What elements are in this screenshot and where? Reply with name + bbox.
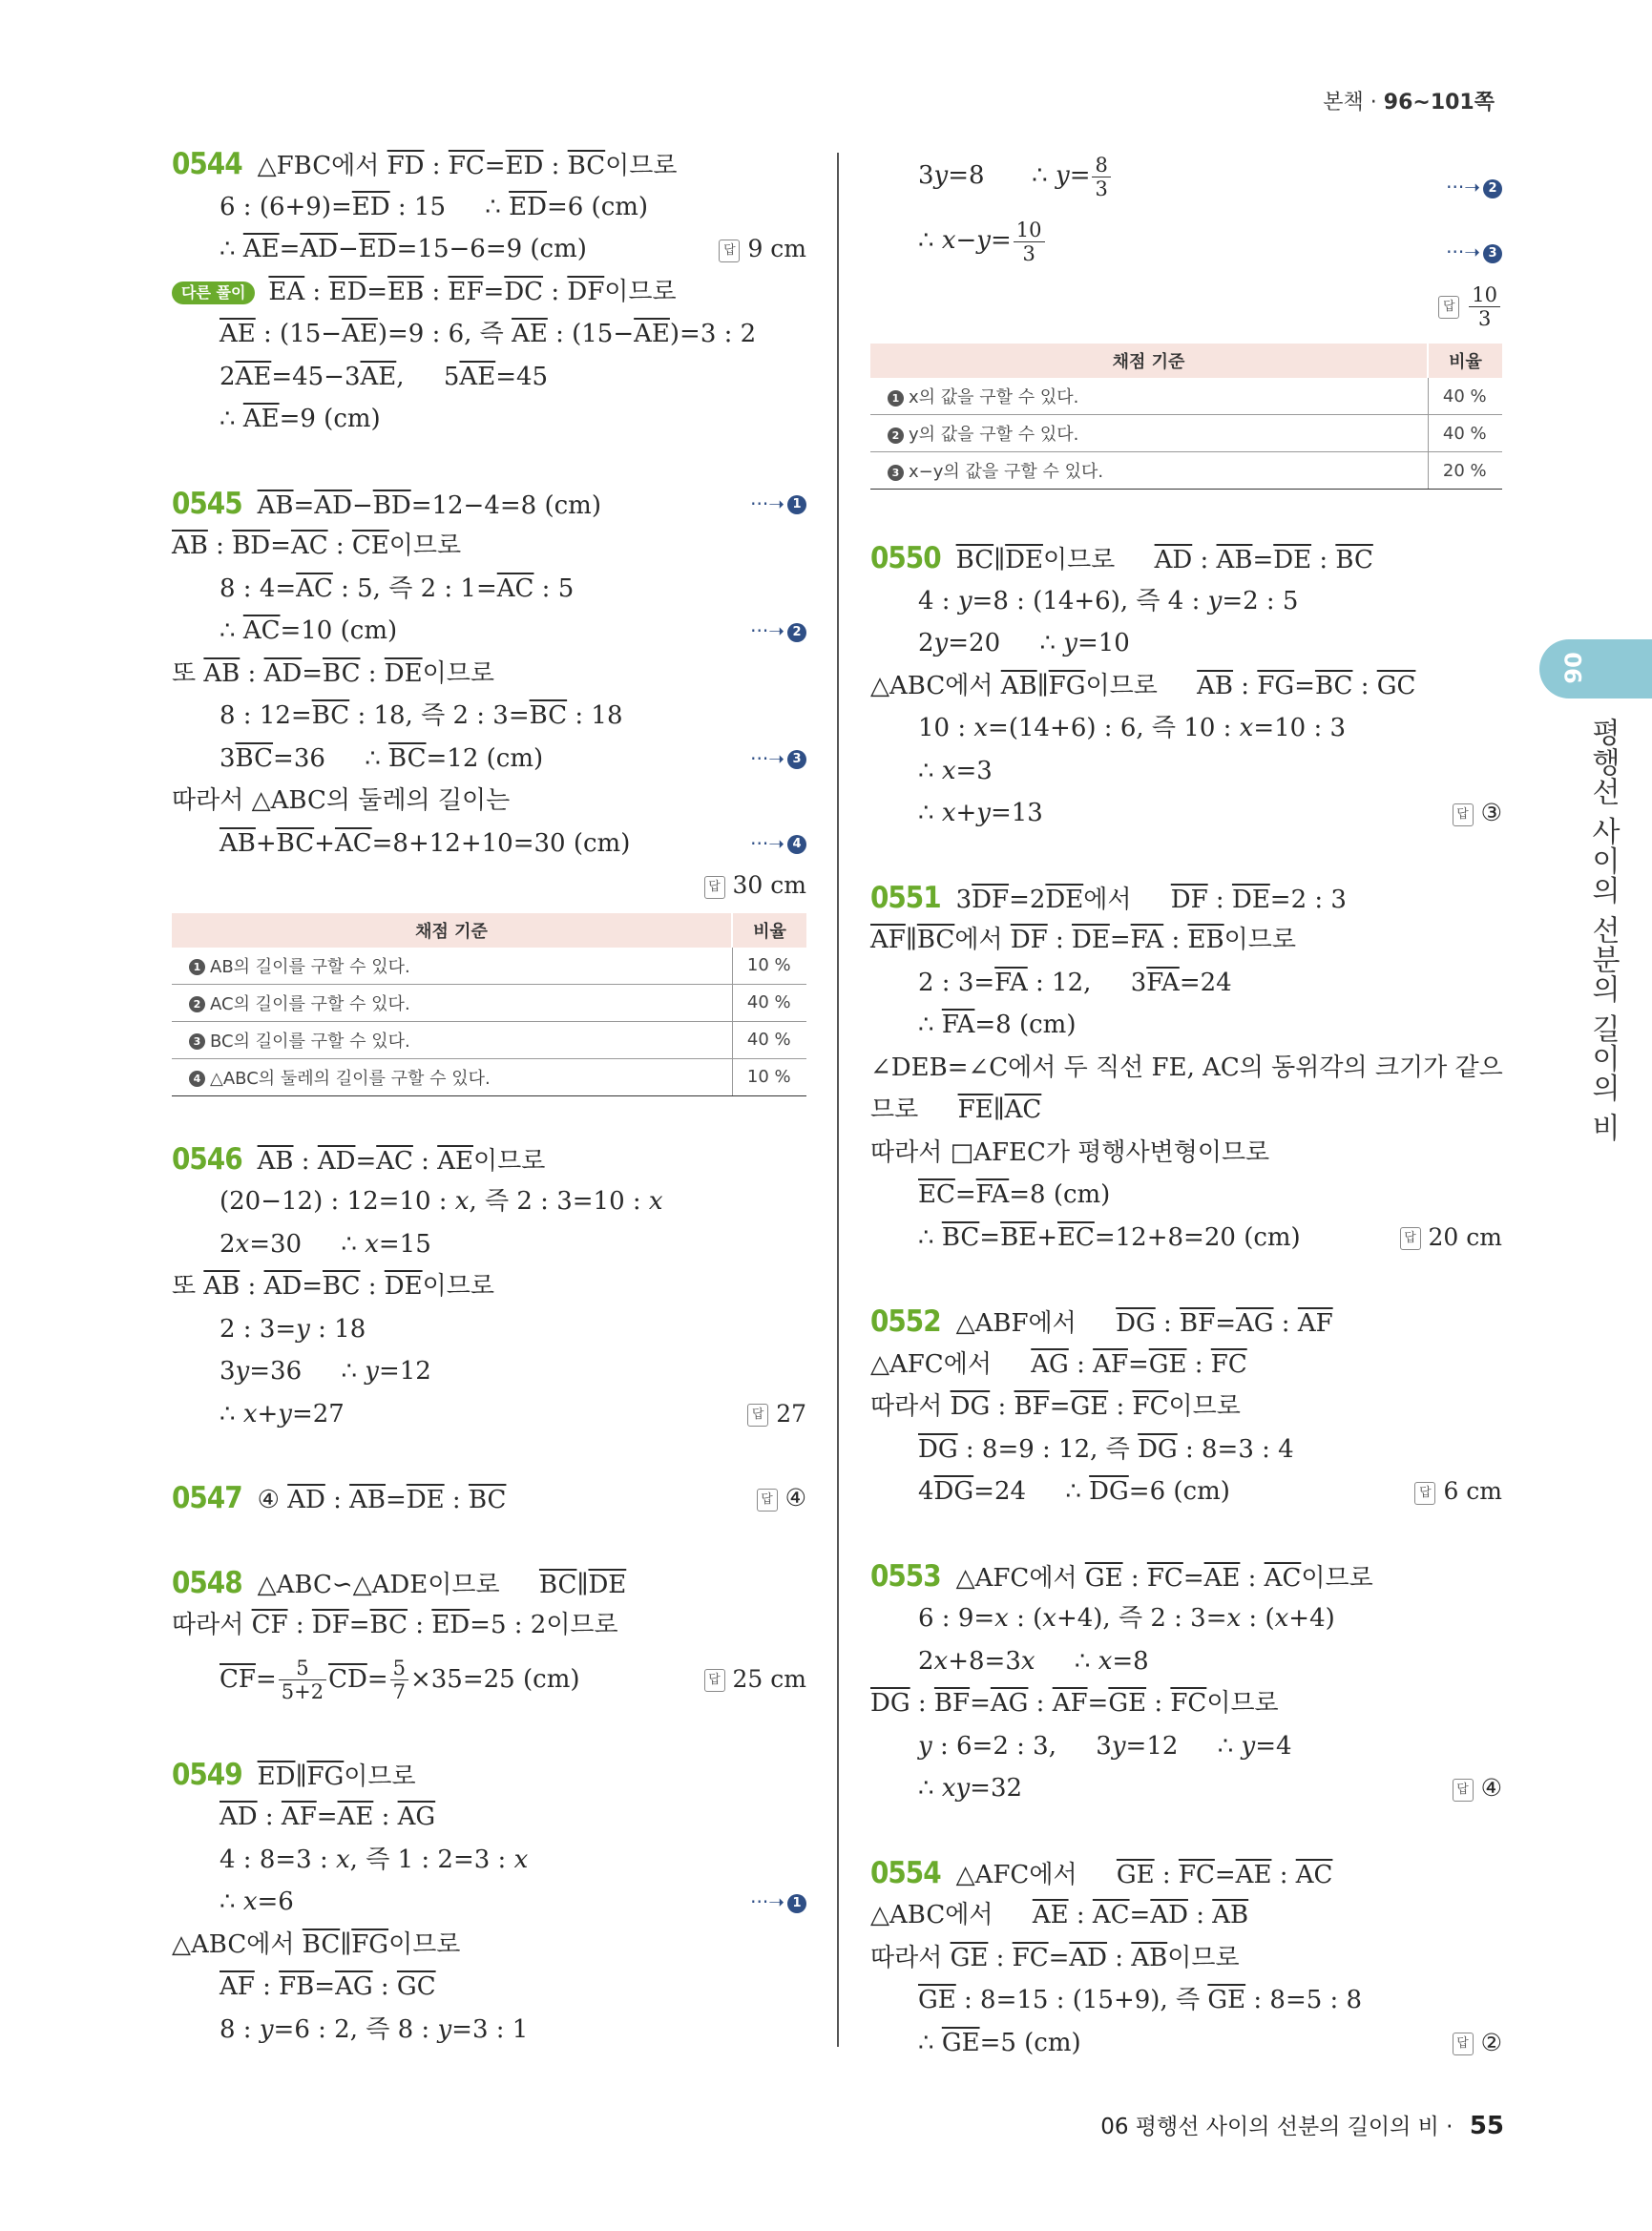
page-header: 본책 · 96~101쪽 [1323,91,1495,115]
right-column [870,143,1502,2106]
problem-0550: 0550 $\overline{BC}\parallel\overline{DE}$이므로 $\overline{AD}$ : $\overline{AB}=\overline{DE}$ : $\overline{BC}$ 4 : y=8 : (14+6), 즉 4 : y=2 : 5 2y=20 ∴ y=10 △ABC에서 $\overline{AB}\parallel\overline{FG}$이므로 $\overline{AB}$ : $\overline{FG}=\overline{BC}$ : $\overline{GC}$ 10 : x=(14+6) : 6, 즉 10 : x=10 : 3 ∴ x=3 ∴ x+y=13 답 ③ [870,541,1502,827]
problem-number: 0548 [172,1565,242,1600]
problem-number: 0546 [172,1141,242,1177]
problem-0552: 0552 △ABF에서 $\overline{DG}$ : $\overline{BF}=\overline{AG}$ : $\overline{AF}$ △AFC에서 $\overline{AG}$ : $\overline{AF}=\overline{GE}$ : $\overline{FC}$ 따라서 $\overline{DG}$ : $\overline{BF}=\overline{GE}$ : $\overline{FC}$이므로 $\overline{DG}$ : 8=9 : 12, 즉 $\overline{DG}$ : 8=3 : 4 $4\overline{DG}=24$ ∴ $\overline{DG}=6$ (cm) 답 6 cm [870,1304,1502,1506]
problem-0547: 0547 ④ $\overline{AD}$ : $\overline{AB}=\overline{DE}$ : $\overline{BC}$ 답 ④ [172,1481,806,1515]
problem-0548: 0548 △ABC∽△ADE이므로 $\overline{BC}\parallel\overline{DE}$ 따라서 $\overline{CF}$ : $\overline{DF}=\overline{BC}$ : $\overline{ED}=5$ : 2이므로 $\overline{CF}=$ $\frac{5}{5+2}$ $\overline{CD}=$ $\frac{5}{7}$ ×35=25 (cm) 답 25 cm [172,1565,806,1703]
problem-0549-cont: 3y=8 ∴ y= $\frac{8}{3}$ ···➝ 2 ∴ x−y= $\frac{10}{3}$ ···➝ 3 답 $\frac{10}{3}$ 채점 기준 비율 1 x의 값을 구할 수 있다. 40 % 2 y의 값을 구할 수 있다. 40 % 3 x−y의 값을 구할 수 있다. 20 % [870,143,1502,490]
scoring-table-0545: 채점 기준 비율 1 AB의 길이를 구할 수 있다. 10 % 2 AC의 길이를 구할 수 있다. 40 % 3 BC의 길이를 구할 수 있다. 40 % 4 △ABC의 둘레의 길이를 구할 수 있다. 10 % [172,913,806,1096]
problem-number: 0550 [870,541,941,575]
left-column [172,143,806,2093]
problem-0546: 0546 $\overline{AB}$ : $\overline{AD}=\overline{AC}$ : $\overline{AE}$이므로 (20−12) : 12=10 : x, 즉 2 : 3=10 : x 2x=30 ∴ x=15 또 $\overline{AB}$ : $\overline{AD}=\overline{BC}$ : $\overline{DE}$이므로 2 : 3=y : 18 3y=36 ∴ y=12 ∴ x+y=27 답 27 [172,1141,806,1428]
other-solution-badge: 다른 풀이 [172,281,255,304]
chapter-tab: 06 [1539,639,1652,698]
problem-number: 0554 [870,1855,941,1890]
column-divider [837,153,839,2047]
problem-number: 0547 [172,1481,242,1515]
chapter-side-title: 평행선 사이의 선분의 길이의 비 [1586,718,1620,1143]
problem-number: 0545 [172,486,242,521]
problem-0554: 0554 △AFC에서 $\overline{GE}$ : $\overline{FC}=\overline{AE}$ : $\overline{AC}$ △ABC에서 $\overline{AE}$ : $\overline{AC}=\overline{AD}$ : $\overline{AB}$ 따라서 $\overline{GE}$ : $\overline{FC}=\overline{AD}$ : $\overline{AB}$이므로 $\overline{GE}$ : 8=15 : (15+9), 즉 $\overline{GE}$ : 8=5 : 8 ∴ $\overline{GE}=5$ (cm) 답 ② [870,1855,1502,2057]
page-footer: 06 평행선 사이의 선분의 길이의 비 · 55 [1100,2112,1504,2140]
problem-0551: 0551 $3\overline{DF}=2\overline{DE}$에서 $\overline{DF}$ : $\overline{DE}=2$ : 3 $\overline{AF}\parallel\overline{BC}$에서 $\overline{DF}$ : $\overline{DE}=\overline{FA}$ : $\overline{EB}$이므로 2 : $3=\overline{FA}$ : 12, $3\overline{FA}=24$ ∴ $\overline{FA}=8$ (cm) ∠DEB=∠C에서 두 직선 FE, AC의 동위각의 크기가 같으 므로 $\overline{FE}\parallel\overline{AC}$ 따라서 □AFEC가 평행사변형이므로 $\overline{EC}=\overline{FA}=8$ (cm) ∴ $\overline{BC}=\overline{BE}+\overline{EC}=12+8=20$ (cm) 답 20 cm [870,880,1503,1252]
problem-number: 0549 [172,1757,242,1792]
problem-number: 0551 [870,880,941,915]
scoring-table-0549: 채점 기준 비율 1 x의 값을 구할 수 있다. 40 % 2 y의 값을 구할 수 있다. 40 % 3 x−y의 값을 구할 수 있다. 20 % [870,344,1502,490]
problem-0553: 0553 △AFC에서 $\overline{GE}$ : $\overline{FC}=\overline{AE}$ : $\overline{AC}$이므로 6 : 9=x : (x+4), 즉 2 : 3=x : (x+4) 2x+8=3x ∴ x=8 $\overline{DG}$ : $\overline{BF}=\overline{AG}$ : $\overline{AF}=\overline{GE}$ : $\overline{FC}$이므로 y : 6=2 : 3, 3y=12 ∴ y=4 ∴ xy=32 답 ④ [870,1558,1502,1803]
problem-number: 0544 [172,147,242,181]
problem-number: 0552 [870,1304,941,1339]
problem-0549: 0549 $\overline{ED}\parallel\overline{FG}$이므로 $\overline{AD}$ : $\overline{AF}=\overline{AE}$ : $\overline{AG}$ 4 : 8=3 : x, 즉 1 : 2=3 : x ∴ x=6 ···➝ 1 △ABC에서 $\overline{BC}\parallel\overline{FG}$이므로 $\overline{AF}$ : $\overline{FB}=\overline{AG}$ : $\overline{GC}$ 8 : y=6 : 2, 즉 8 : y=3 : 1 [172,1754,806,2052]
problem-number: 0553 [870,1558,941,1594]
problem-0544: 0544 △FBC에서 $\overline{FD}$ : $\overline{FC}=\overline{ED}$ : $\overline{BC}$이므로 6 : $(6+9)=\overline{ED}$ : 15 ∴ $\overline{ED}=6$ (cm) ∴ $\overline{AE}=\overline{AD}-\overline{ED}=15-6=9$ (cm) 답 9 cm 다른 풀이 $\overline{EA}$ : $\overline{ED}=\overline{EB}$ : $\overline{EF}=\overline{DC}$ : $\overline{DF}$이므로 $\overline{AE}$ : $(15-\overline{AE})=9$ : 6, 즉 $\overline{AE}$ : $(15-\overline{AE})=3$ : 2 $2\overline{AE}=45-3\overline{AE}$, $5\overline{AE}=45$ ∴ $\overline{AE}=9$ (cm) [172,147,806,433]
problem-0545: 0545 $\overline{AB}=\overline{AD}-\overline{BD}=12-4=8$ (cm) ···➝ 1 $\overline{AB}$ : $\overline{BD}=\overline{AC}$ : $\overline{CE}$이므로 8 : $4=\overline{AC}$ : 5, 즉 2 : $1=\overline{AC}$ : 5 ∴ $\overline{AC}=10$ (cm) ···➝ 2 또 $\overline{AB}$ : $\overline{AD}=\overline{BC}$ : $\overline{DE}$이므로 8 : $12=\overline{BC}$ : 18, 즉 2 : $3=\overline{BC}$ : 18 $3\overline{BC}=36$ ∴ $\overline{BC}=12$ (cm) ···➝ 3 따라서 △ABC의 둘레의 길이는 $\overline{AB}+\overline{BC}+\overline{AC}=8+12+10=30$ (cm) ···➝ 4 답 30 cm 채점 기준 비율 1 AB의 길이를 구할 수 있다. 10 % 2 AC의 길이를 구할 수 있다. 40 % 3 BC의 길이를 구할 수 있다. 40 % 4 △ABC의 둘레의 길이를 구할 수 있다. 10 % [172,483,806,1096]
